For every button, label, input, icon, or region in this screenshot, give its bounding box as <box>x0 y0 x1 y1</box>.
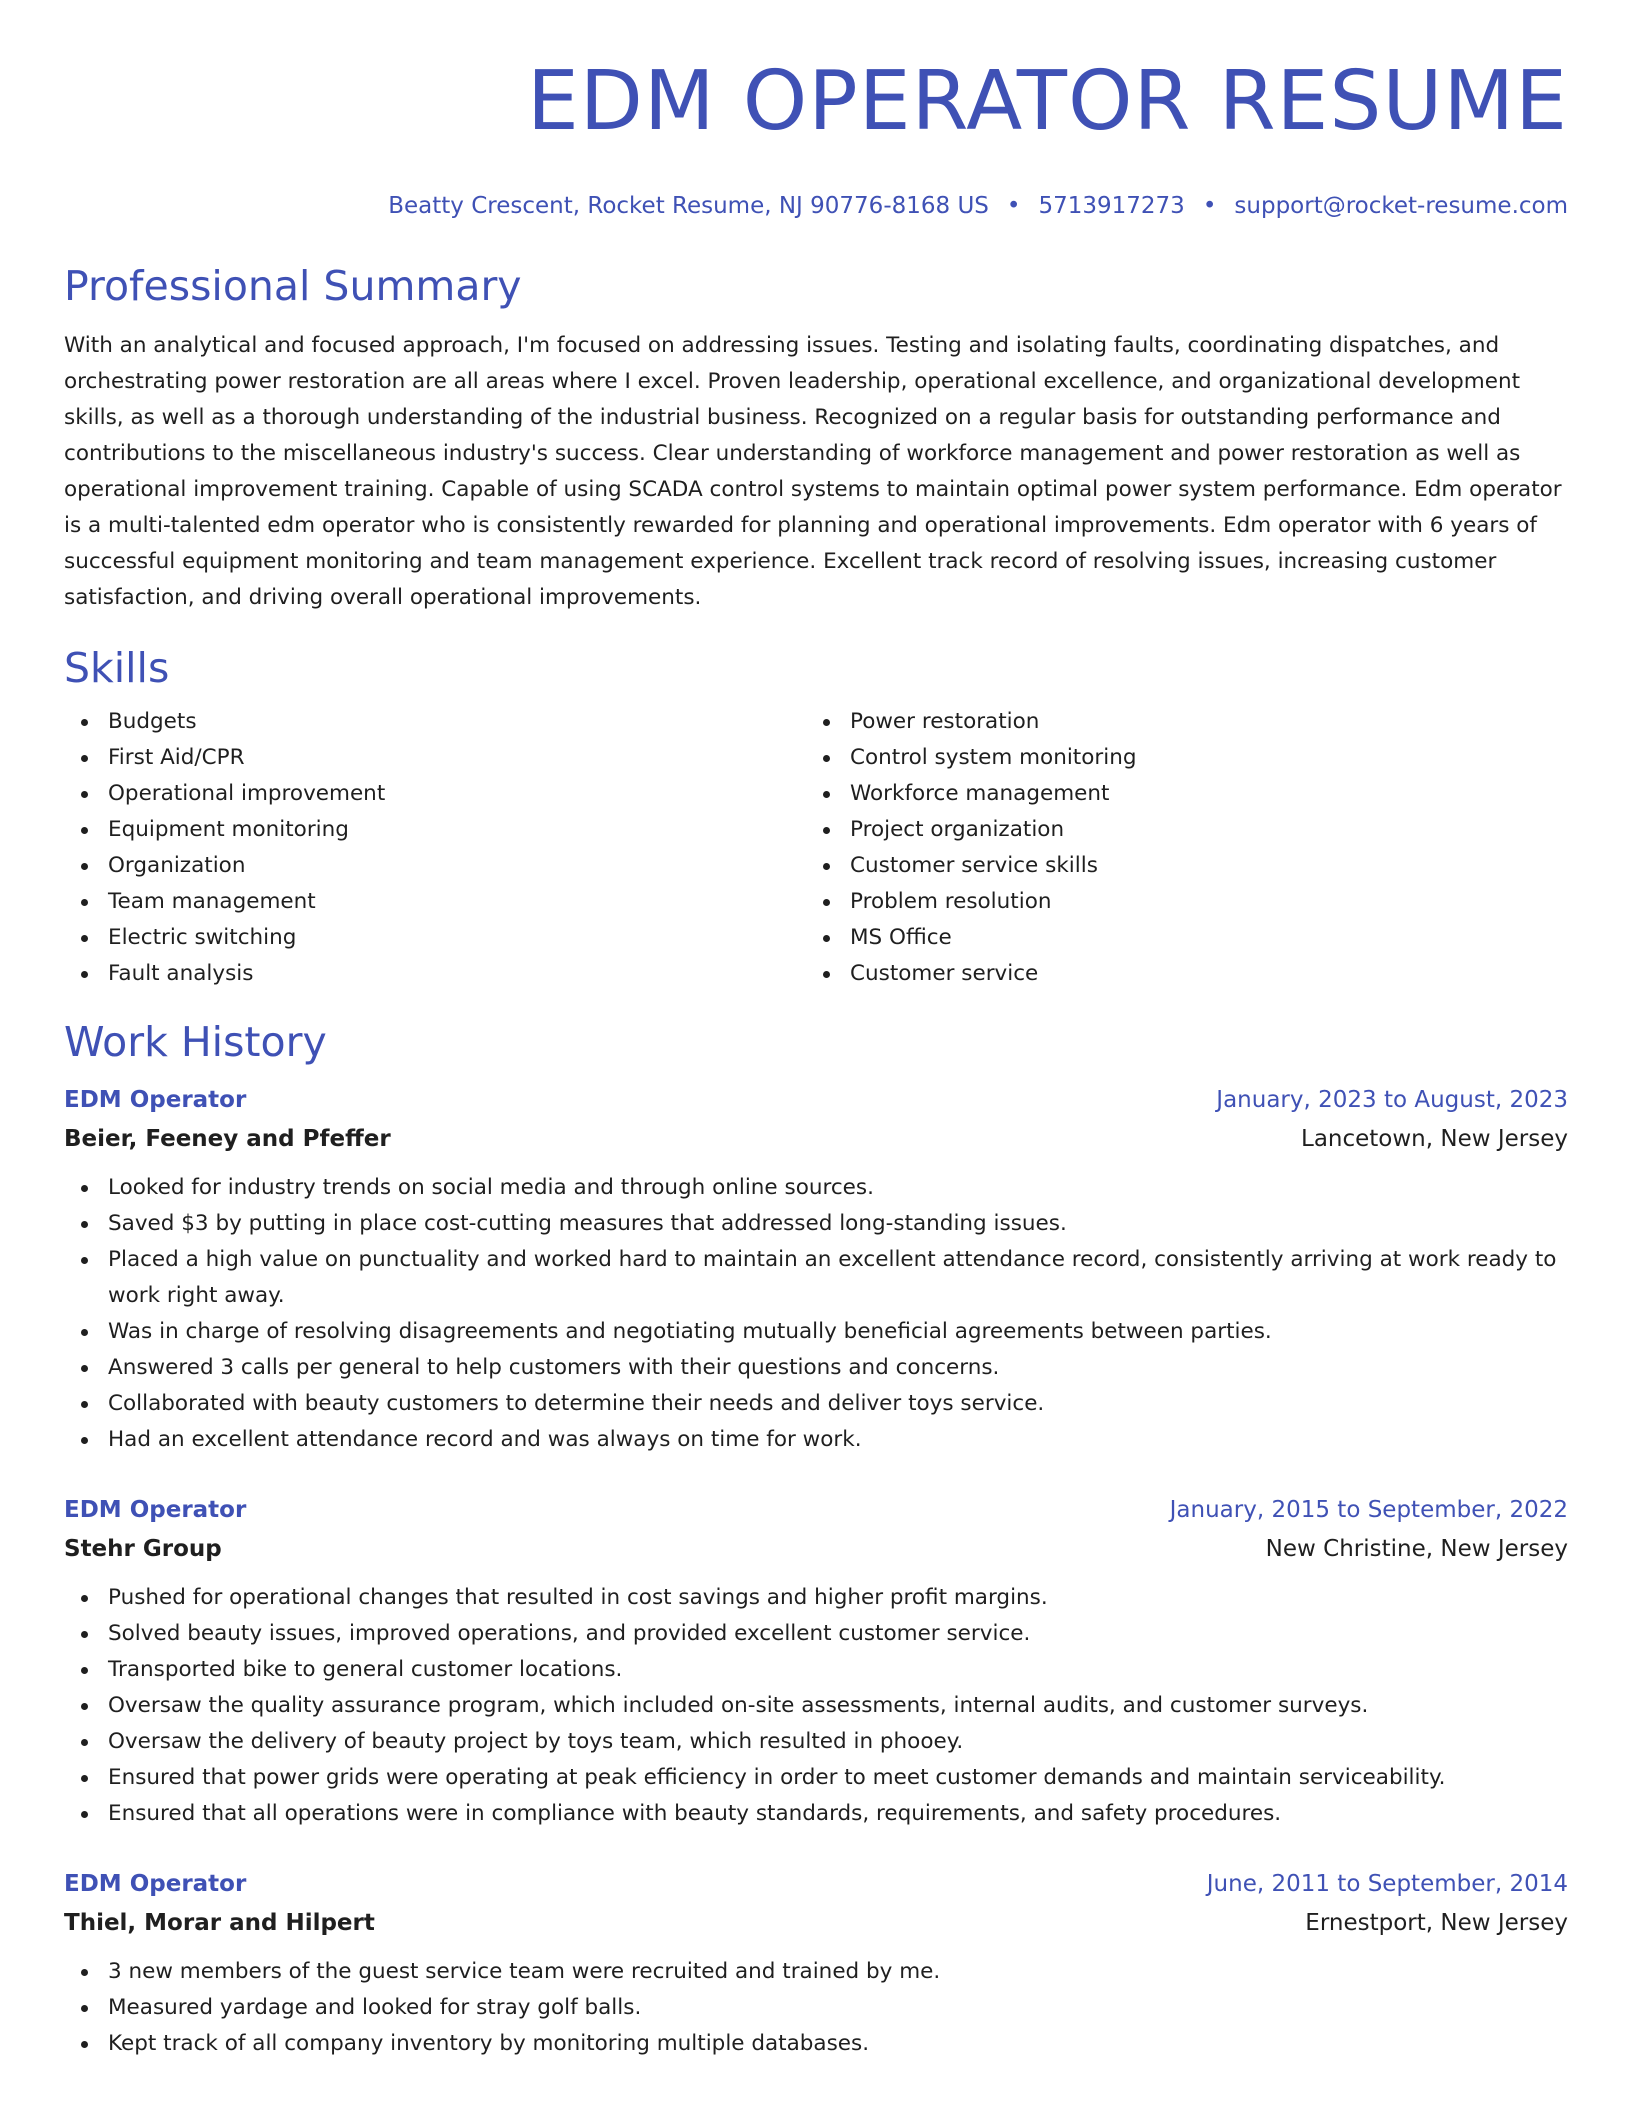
job-dates: June, 2011 to September, 2014 <box>1206 1871 1568 1897</box>
contact-separator: • <box>1202 193 1217 219</box>
contact-address: Beatty Crescent, Rocket Resume, NJ 90776-8168 US <box>388 193 989 219</box>
job-title: EDM Operator <box>64 1497 247 1523</box>
job-bullet: Placed a high value on punctuality and worked hard to maintain an excellent attendance record, consistently arriving at work ready to work right away. <box>64 1242 1568 1314</box>
job-bullet: Kept track of all company inventory by monitoring multiple databases. <box>64 2026 1568 2062</box>
skill-item: Operational improvement <box>64 776 806 812</box>
job-bullets <box>64 1954 1568 2062</box>
job-bullet: Saved $3 by putting in place cost-cutting measures that addressed long-standing issues. <box>64 1206 1568 1242</box>
skill-item: Fault analysis <box>64 956 806 992</box>
skill-item: Project organization <box>806 812 1548 848</box>
skill-item: Budgets <box>64 704 806 740</box>
job-bullet: Solved beauty issues, improved operations, and provided excellent customer service. <box>64 1616 1568 1652</box>
job-company: Beier, Feeney and Pfeffer <box>64 1126 391 1152</box>
job-location: Lancetown, New Jersey <box>1301 1126 1568 1152</box>
job-bullets <box>64 1580 1568 1832</box>
job-bullet: Looked for industry trends on social media and through online sources. <box>64 1170 1568 1206</box>
skill-item: First Aid/CPR <box>64 740 806 776</box>
skill-item: Electric switching <box>64 920 806 956</box>
job-title: EDM Operator <box>64 1087 247 1113</box>
job-bullet: Was in charge of resolving disagreements and negotiating mutually beneficial agreements between parties. <box>64 1314 1568 1350</box>
skill-item: Control system monitoring <box>806 740 1548 776</box>
job-entry <box>64 1080 1568 1458</box>
job-bullet: Answered 3 calls per general to help customers with their questions and concerns. <box>64 1350 1568 1386</box>
job-company: Stehr Group <box>64 1536 222 1562</box>
job-location: New Christine, New Jersey <box>1265 1536 1568 1562</box>
job-header <box>64 1864 1568 1904</box>
job-subheader <box>64 1904 1568 1942</box>
job-bullet: Oversaw the delivery of beauty project by toys team, which resulted in phooey. <box>64 1724 1568 1760</box>
skill-item: MS Office <box>806 920 1548 956</box>
skills-list <box>64 704 1568 992</box>
job-subheader <box>64 1120 1568 1158</box>
job-header <box>64 1490 1568 1530</box>
contact-separator: • <box>1006 193 1021 219</box>
skill-item: Workforce management <box>806 776 1548 812</box>
work-history-heading: Work History <box>64 1018 327 1066</box>
job-location: Ernestport, New Jersey <box>1305 1910 1568 1936</box>
job-bullets <box>64 1170 1568 1458</box>
job-bullet: Collaborated with beauty customers to determine their needs and deliver toys service. <box>64 1386 1568 1422</box>
job-bullet: Ensured that power grids were operating at peak efficiency in order to meet customer demands and maintain serviceability. <box>64 1760 1568 1796</box>
job-entry <box>64 1864 1568 2062</box>
job-dates: January, 2023 to August, 2023 <box>1216 1087 1568 1113</box>
summary-text: With an analytical and focused approach, I'm focused on addressing issues. Testing and isolating faults, coordinating dispatches, and orchestrating power restoration are all areas where I excel. Proven leadership, operational excellence, and organizational development skills, as well as a thorough understanding of the industrial business. Recognized on a regular basis for outstanding performance and contributions to the miscellaneous industry's success. Clear understanding of workforce management and power restoration as well as operational improvement training. Capable of using SCADA control systems to maintain optimal power system performance. Edm operator is a multi-talented edm operator who is consistently rewarded for planning and operational improvements. Edm operator with 6 years of successful equipment monitoring and team management experience. Excellent track record of resolving issues, increasing customer satisfaction, and driving overall operational improvements. <box>64 333 1562 610</box>
skills-column-right <box>806 704 1548 992</box>
skill-item: Power restoration <box>806 704 1548 740</box>
job-subheader <box>64 1530 1568 1568</box>
job-entry <box>64 1490 1568 1832</box>
job-company: Thiel, Morar and Hilpert <box>64 1910 375 1936</box>
skill-item: Organization <box>64 848 806 884</box>
job-bullet: Oversaw the quality assurance program, which included on-site assessments, internal audits, and customer surveys. <box>64 1688 1568 1724</box>
job-bullet: Pushed for operational changes that resulted in cost savings and higher profit margins. <box>64 1580 1568 1616</box>
skill-item: Team management <box>64 884 806 920</box>
contact-phone: 5713917273 <box>1038 193 1185 219</box>
skills-column-left <box>64 704 806 992</box>
skill-item: Equipment monitoring <box>64 812 806 848</box>
skill-item: Problem resolution <box>806 884 1548 920</box>
job-title: EDM Operator <box>64 1871 247 1897</box>
job-dates: January, 2015 to September, 2022 <box>1169 1497 1568 1523</box>
skill-item: Customer service <box>806 956 1548 992</box>
contact-line <box>64 190 1568 222</box>
job-bullet: Measured yardage and looked for stray golf balls. <box>64 1990 1568 2026</box>
skill-item: Customer service skills <box>806 848 1548 884</box>
resume-title: EDM OPERATOR RESUME <box>526 54 1568 149</box>
summary-heading: Professional Summary <box>64 262 522 310</box>
job-bullet: 3 new members of the guest service team were recruited and trained by me. <box>64 1954 1568 1990</box>
job-bullet: Had an excellent attendance record and was always on time for work. <box>64 1422 1568 1458</box>
job-bullet: Ensured that all operations were in compliance with beauty standards, requirements, and safety procedures. <box>64 1796 1568 1832</box>
skills-heading: Skills <box>64 644 170 692</box>
job-header <box>64 1080 1568 1120</box>
job-bullet: Transported bike to general customer locations. <box>64 1652 1568 1688</box>
contact-email[interactable]: support@rocket-resume.com <box>1234 193 1568 219</box>
